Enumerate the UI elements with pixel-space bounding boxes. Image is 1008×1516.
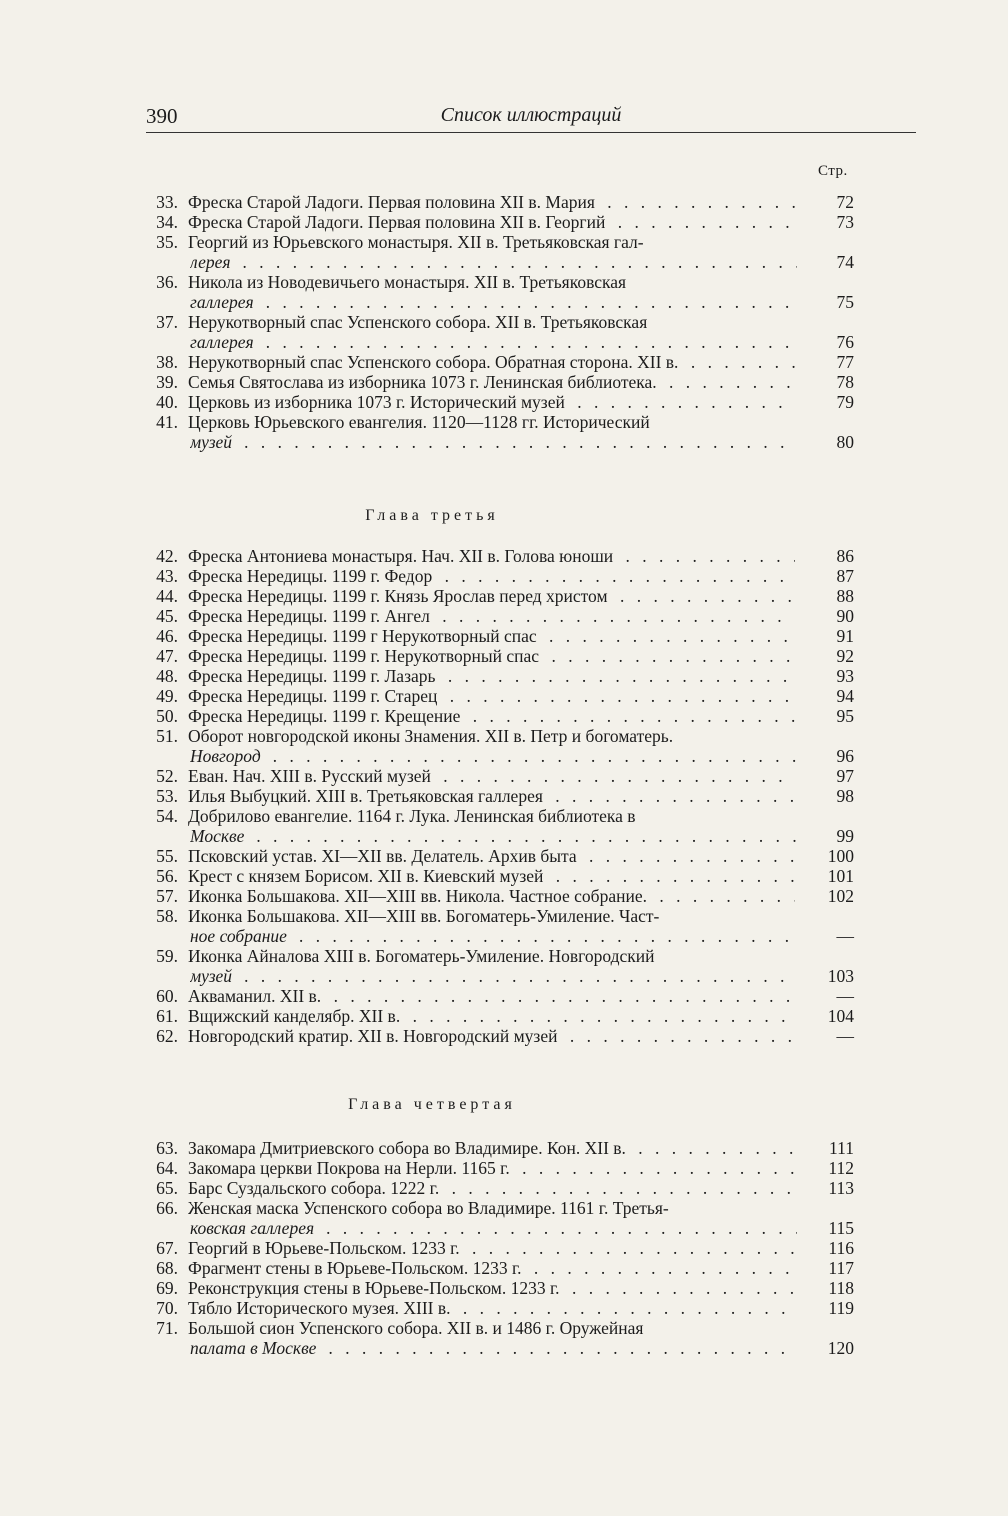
entry-text	[188, 372, 795, 392]
entry-line	[146, 1298, 866, 1318]
illustration-entry	[146, 866, 866, 886]
entry-page-number: —	[836, 1026, 854, 1046]
entry-line	[146, 666, 866, 686]
entry-number: 37.	[156, 312, 178, 332]
entry-number: 57.	[156, 886, 178, 906]
entry-text	[188, 946, 795, 966]
illustration-entry	[146, 946, 866, 986]
entry-text-content: Фреска Старой Ладоги. Первая половина XII в. Георгий	[188, 212, 609, 232]
entry-text-content: Добрилово евангелие. 1164 г. Лука. Ленинская библиотека в	[188, 806, 640, 826]
entry-number: 67.	[156, 1238, 178, 1258]
entry-text	[188, 986, 795, 1006]
entry-line	[146, 846, 866, 866]
entry-page-number: 92	[836, 646, 854, 666]
entry-line	[146, 272, 866, 292]
entry-line	[146, 886, 866, 906]
entry-number: 41.	[156, 412, 178, 432]
entry-text-content: Вщижский канделябр. XII в.	[188, 1006, 404, 1026]
entry-number: 71.	[156, 1318, 178, 1338]
entry-line	[146, 986, 866, 1006]
entry-number: 59.	[156, 946, 178, 966]
entry-text-content: Никола из Новодевичьего монастыря. XII в. Третьяковская	[188, 272, 630, 292]
entry-page-number: 93	[836, 666, 854, 686]
entry-page-number: 77	[836, 352, 854, 372]
entry-number: 61.	[156, 1006, 178, 1026]
entry-page-number: 119	[828, 1298, 854, 1318]
entry-line	[146, 192, 866, 212]
entry-text-content: лерея	[190, 252, 235, 272]
entry-text-content: музей	[190, 966, 236, 986]
entry-text-content: Барс Суздальского собора. 1222 г.	[188, 1178, 443, 1198]
entry-text	[188, 866, 795, 886]
entry-number: 33.	[156, 192, 178, 212]
entry-page-number: 90	[836, 606, 854, 626]
entry-text	[188, 726, 795, 746]
entry-page-number: 104	[827, 1006, 854, 1026]
illustration-entry	[146, 606, 866, 626]
illustration-entry	[146, 1278, 866, 1298]
illustration-entry	[146, 766, 866, 786]
illustration-entry	[146, 1178, 866, 1198]
entry-text	[188, 666, 795, 686]
entry-text-content: галлерея	[190, 332, 258, 352]
illustration-entry	[146, 212, 866, 232]
entry-page-number: 101	[827, 866, 854, 886]
entry-text-content: Москве	[190, 826, 248, 846]
entry-text	[188, 1318, 795, 1338]
entry-text-content: ное собрание	[190, 926, 291, 946]
entry-line	[146, 1338, 866, 1358]
entry-text-content: Фрагмент стены в Юрьеве-Польском. 1233 г.	[188, 1258, 526, 1278]
illustration-entry	[146, 846, 866, 866]
entry-page-number: 102	[827, 886, 854, 906]
entry-text	[188, 192, 795, 212]
entry-text	[188, 1178, 795, 1198]
entry-text-content: Тябло Исторического музея. XIII в.	[188, 1298, 455, 1318]
entry-line	[146, 1198, 866, 1218]
entry-text-content: Закомара Дмитриевского собора во Владимире. Кон. XII в.	[188, 1138, 630, 1158]
entry-line	[146, 332, 866, 352]
entry-number: 36.	[156, 272, 178, 292]
entry-line	[146, 686, 866, 706]
entry-page-number: 86	[836, 546, 854, 566]
entry-page-number: 116	[828, 1238, 854, 1258]
entry-text-content: ковская галлерея	[190, 1218, 318, 1238]
entry-text-content: Реконструкция стены в Юрьеве-Польском. 1233 г.	[188, 1278, 564, 1298]
entry-page-number: 79	[836, 392, 854, 412]
entry-line	[146, 1138, 866, 1158]
entry-line	[146, 806, 866, 826]
entry-number: 34.	[156, 212, 178, 232]
entry-line	[146, 1218, 866, 1238]
entry-number: 51.	[156, 726, 178, 746]
entry-number: 60.	[156, 986, 178, 1006]
entry-page-number: 111	[829, 1138, 854, 1158]
entry-line	[146, 626, 866, 646]
entry-text-content: Фреска Нередицы. 1199 г. Федор	[188, 566, 436, 586]
entry-page-number: 99	[836, 826, 854, 846]
entry-line	[146, 212, 866, 232]
entry-text	[190, 926, 797, 946]
entry-page-number: 112	[828, 1158, 854, 1178]
entry-page-number: 88	[836, 586, 854, 606]
illustration-list-chapter-3	[146, 546, 866, 1046]
illustration-entry	[146, 806, 866, 846]
entry-page-number: 117	[828, 1258, 854, 1278]
entry-number: 46.	[156, 626, 178, 646]
entry-line	[146, 1278, 866, 1298]
entry-page-number: 118	[828, 1278, 854, 1298]
entry-text	[188, 546, 795, 566]
entry-line	[146, 786, 866, 806]
illustration-entry	[146, 312, 866, 352]
running-title: Список иллюстраций	[440, 104, 622, 126]
entry-text	[188, 646, 795, 666]
entry-line	[146, 292, 866, 312]
entry-line	[146, 826, 866, 846]
entry-text-content: Георгий в Юрьеве-Польском. 1233 г.	[188, 1238, 464, 1258]
entry-line	[146, 946, 866, 966]
entry-line	[146, 926, 866, 946]
illustration-list-chapter-2	[146, 192, 866, 452]
entry-text	[188, 686, 795, 706]
entry-text	[188, 906, 795, 926]
entry-number: 64.	[156, 1158, 178, 1178]
entry-page-number: 73	[836, 212, 854, 232]
entry-text-content: Фреска Нередицы. 1199 г. Лазарь	[188, 666, 440, 686]
entry-page-number: 87	[836, 566, 854, 586]
entry-text-content: Фреска Антониева монастыря. Нач. XII в. Голова юноши	[188, 546, 617, 566]
illustration-entry	[146, 1298, 866, 1318]
entry-text-content: галлерея	[190, 292, 258, 312]
entry-line	[146, 232, 866, 252]
entry-text	[188, 272, 795, 292]
entry-page-number: 74	[836, 252, 854, 272]
entry-text	[188, 806, 795, 826]
entry-page-number: —	[836, 986, 854, 1006]
illustration-entry	[146, 986, 866, 1006]
entry-text	[188, 566, 795, 586]
entry-text	[188, 706, 795, 726]
entry-line	[146, 372, 866, 392]
entry-number: 49.	[156, 686, 178, 706]
entry-text	[188, 846, 795, 866]
entry-line	[146, 1178, 866, 1198]
entry-text-content: Фреска Нередицы. 1199 г. Ангел	[188, 606, 434, 626]
entry-number: 65.	[156, 1178, 178, 1198]
entry-text-content: Фреска Нередицы. 1199 г. Нерукотворный спас	[188, 646, 543, 666]
entry-text	[190, 826, 797, 846]
entry-line	[146, 1158, 866, 1178]
chapter-heading-4: Глава четвертая	[348, 1096, 516, 1113]
entry-line	[146, 412, 866, 432]
entry-text-content: Фреска Нередицы. 1199 г. Крещение	[188, 706, 464, 726]
entry-line	[146, 1258, 866, 1278]
entry-text	[188, 412, 795, 432]
illustration-entry	[146, 546, 866, 566]
entry-text-content: Нерукотворный спас Успенского собора. Обратная сторона. XII в.	[188, 352, 682, 372]
entry-text-content: Новгород	[190, 746, 265, 766]
entry-text-content: Псковский устав. XI—XII вв. Делатель. Архив быта	[188, 846, 581, 866]
entry-line	[146, 746, 866, 766]
entry-number: 42.	[156, 546, 178, 566]
entry-number: 69.	[156, 1278, 178, 1298]
page-column-label: Стр.	[818, 163, 848, 179]
entry-number: 56.	[156, 866, 178, 886]
entry-text-content: Иконка Большакова. XII—XIII вв. Никола. Частное собрание.	[188, 886, 651, 906]
entry-number: 45.	[156, 606, 178, 626]
entry-number: 40.	[156, 392, 178, 412]
page-number: 390	[146, 104, 178, 128]
entry-text	[188, 786, 795, 806]
entry-text-content: Фреска Старой Ладоги. Первая половина XII в. Мария	[188, 192, 599, 212]
entry-text	[190, 1338, 797, 1358]
entry-line	[146, 766, 866, 786]
illustration-entry	[146, 686, 866, 706]
illustration-entry	[146, 1318, 866, 1358]
illustration-entry	[146, 412, 866, 452]
illustration-entry	[146, 392, 866, 412]
illustration-entry	[146, 886, 866, 906]
entry-text	[188, 1238, 795, 1258]
entry-number: 44.	[156, 586, 178, 606]
entry-number: 48.	[156, 666, 178, 686]
entry-line	[146, 906, 866, 926]
entry-page-number: 72	[836, 192, 854, 212]
entry-text	[190, 1218, 797, 1238]
entry-text-content: Фреска Нередицы. 1199 г. Старец	[188, 686, 441, 706]
entry-text	[188, 1006, 795, 1026]
entry-page-number: 120	[827, 1338, 854, 1358]
entry-line	[146, 432, 866, 452]
entry-text-content: Крест с князем Борисом. XII в. Киевский музей	[188, 866, 547, 886]
entry-text	[190, 432, 797, 452]
entry-number: 66.	[156, 1198, 178, 1218]
entry-line	[146, 352, 866, 372]
entry-line	[146, 392, 866, 412]
entry-text	[188, 1298, 795, 1318]
entry-number: 63.	[156, 1138, 178, 1158]
chapter-heading-3: Глава третья	[365, 507, 499, 524]
entry-number: 70.	[156, 1298, 178, 1318]
entry-text	[188, 1278, 795, 1298]
entry-text	[188, 586, 795, 606]
entry-number: 43.	[156, 566, 178, 586]
entry-text-content: Новгородский кратир. XII в. Новгородский музей	[188, 1026, 561, 1046]
illustration-entry	[146, 666, 866, 686]
entry-text-content: Семья Святослава из изборника 1073 г. Ленинская библиотека.	[188, 372, 661, 392]
entry-line	[146, 706, 866, 726]
illustration-entry	[146, 1006, 866, 1026]
illustration-entry	[146, 192, 866, 212]
entry-number: 62.	[156, 1026, 178, 1046]
illustration-entry	[146, 646, 866, 666]
entry-text	[188, 1198, 795, 1218]
entry-text	[188, 886, 795, 906]
illustration-entry	[146, 586, 866, 606]
entry-text	[190, 252, 797, 272]
illustration-entry	[146, 1198, 866, 1238]
entry-line	[146, 966, 866, 986]
entry-number: 54.	[156, 806, 178, 826]
entry-text	[188, 312, 795, 332]
illustration-entry	[146, 372, 866, 392]
illustration-entry	[146, 232, 866, 272]
entry-text-content: музей	[190, 432, 236, 452]
entry-line	[146, 252, 866, 272]
entry-text	[188, 1258, 795, 1278]
entry-page-number: 103	[827, 966, 854, 986]
entry-text-content: Иконка Большакова. XII—XIII вв. Богоматерь-Умиление. Част-	[188, 906, 663, 926]
entry-text	[188, 606, 795, 626]
entry-text-content: Нерукотворный спас Успенского собора. XII в. Третьяковская	[188, 312, 651, 332]
entry-text	[190, 746, 797, 766]
entry-page-number: —	[836, 926, 854, 946]
illustration-list-chapter-4	[146, 1138, 866, 1358]
illustration-entry	[146, 626, 866, 646]
entry-number: 39.	[156, 372, 178, 392]
entry-text	[188, 212, 795, 232]
entry-text	[188, 1026, 795, 1046]
entry-text	[188, 352, 795, 372]
illustration-entry	[146, 1026, 866, 1046]
entry-page-number: 80	[836, 432, 854, 452]
entry-page-number: 113	[828, 1178, 854, 1198]
entry-page-number: 78	[836, 372, 854, 392]
entry-text	[188, 392, 795, 412]
illustration-entry	[146, 1258, 866, 1278]
illustration-entry	[146, 1238, 866, 1258]
entry-number: 53.	[156, 786, 178, 806]
entry-line	[146, 546, 866, 566]
entry-text-content: Иконка Айналова XIII в. Богоматерь-Умиление. Новгородский	[188, 946, 658, 966]
entry-text	[190, 332, 797, 352]
illustration-entry	[146, 352, 866, 372]
entry-line	[146, 726, 866, 746]
entry-line	[146, 566, 866, 586]
illustration-entry	[146, 726, 866, 766]
entry-number: 58.	[156, 906, 178, 926]
entry-number: 52.	[156, 766, 178, 786]
illustration-entry	[146, 1138, 866, 1158]
entry-line	[146, 646, 866, 666]
entry-line	[146, 312, 866, 332]
entry-line	[146, 1026, 866, 1046]
entry-text-content: Илья Выбуцкий. XIII в. Третьяковская галлерея	[188, 786, 547, 806]
entry-page-number: 95	[836, 706, 854, 726]
entry-text	[190, 966, 797, 986]
entry-text-content: Оборот новгородской иконы Знамения. XII в. Петр и богоматерь.	[188, 726, 677, 746]
entry-text	[190, 292, 797, 312]
illustration-entry	[146, 272, 866, 312]
entry-line	[146, 1238, 866, 1258]
entry-text-content: Женская маска Успенского собора во Владимире. 1161 г. Третья-	[188, 1198, 673, 1218]
entry-page-number: 94	[836, 686, 854, 706]
entry-line	[146, 866, 866, 886]
entry-number: 38.	[156, 352, 178, 372]
entry-text-content: Фреска Нередицы. 1199 г Нерукотворный спас	[188, 626, 541, 646]
entry-page-number: 97	[836, 766, 854, 786]
entry-text-content: Церковь из изборника 1073 г. Исторический музей	[188, 392, 569, 412]
page-header	[146, 100, 916, 133]
entry-page-number: 98	[836, 786, 854, 806]
illustration-entry	[146, 906, 866, 946]
entry-line	[146, 1006, 866, 1026]
entry-line	[146, 1318, 866, 1338]
entry-line	[146, 586, 866, 606]
entry-text-content: Фреска Нередицы. 1199 г. Князь Ярослав перед христом	[188, 586, 612, 606]
illustration-entry	[146, 566, 866, 586]
entry-number: 50.	[156, 706, 178, 726]
entry-page-number: 91	[836, 626, 854, 646]
entry-text	[188, 232, 795, 252]
entry-line	[146, 606, 866, 626]
entry-text-content: Еван. Нач. XIII в. Русский музей	[188, 766, 435, 786]
entry-text-content: Акваманил. XII в.	[188, 986, 325, 1006]
entry-text	[188, 626, 795, 646]
entry-page-number: 75	[836, 292, 854, 312]
entry-text-content: Закомара церкви Покрова на Нерли. 1165 г.	[188, 1158, 514, 1178]
entry-number: 55.	[156, 846, 178, 866]
entry-number: 47.	[156, 646, 178, 666]
entry-number: 68.	[156, 1258, 178, 1278]
illustration-entry	[146, 706, 866, 726]
entry-text	[188, 1138, 795, 1158]
entry-text-content: палата в Москве	[190, 1338, 320, 1358]
illustration-entry	[146, 1158, 866, 1178]
entry-text-content: Церковь Юрьевского евангелия. 1120—1128 гг. Исторический	[188, 412, 654, 432]
illustration-entry	[146, 786, 866, 806]
entry-page-number: 76	[836, 332, 854, 352]
entry-text-content: Большой сион Успенского собора. XII в. и 1486 г. Оружейная	[188, 1318, 647, 1338]
entry-text	[188, 1158, 795, 1178]
entry-page-number: 96	[836, 746, 854, 766]
entry-page-number: 115	[828, 1218, 854, 1238]
entry-page-number: 100	[827, 846, 854, 866]
entry-number: 35.	[156, 232, 178, 252]
entry-text-content: Георгий из Юрьевского монастыря. XII в. Третьяковская гал-	[188, 232, 648, 252]
entry-text	[188, 766, 795, 786]
